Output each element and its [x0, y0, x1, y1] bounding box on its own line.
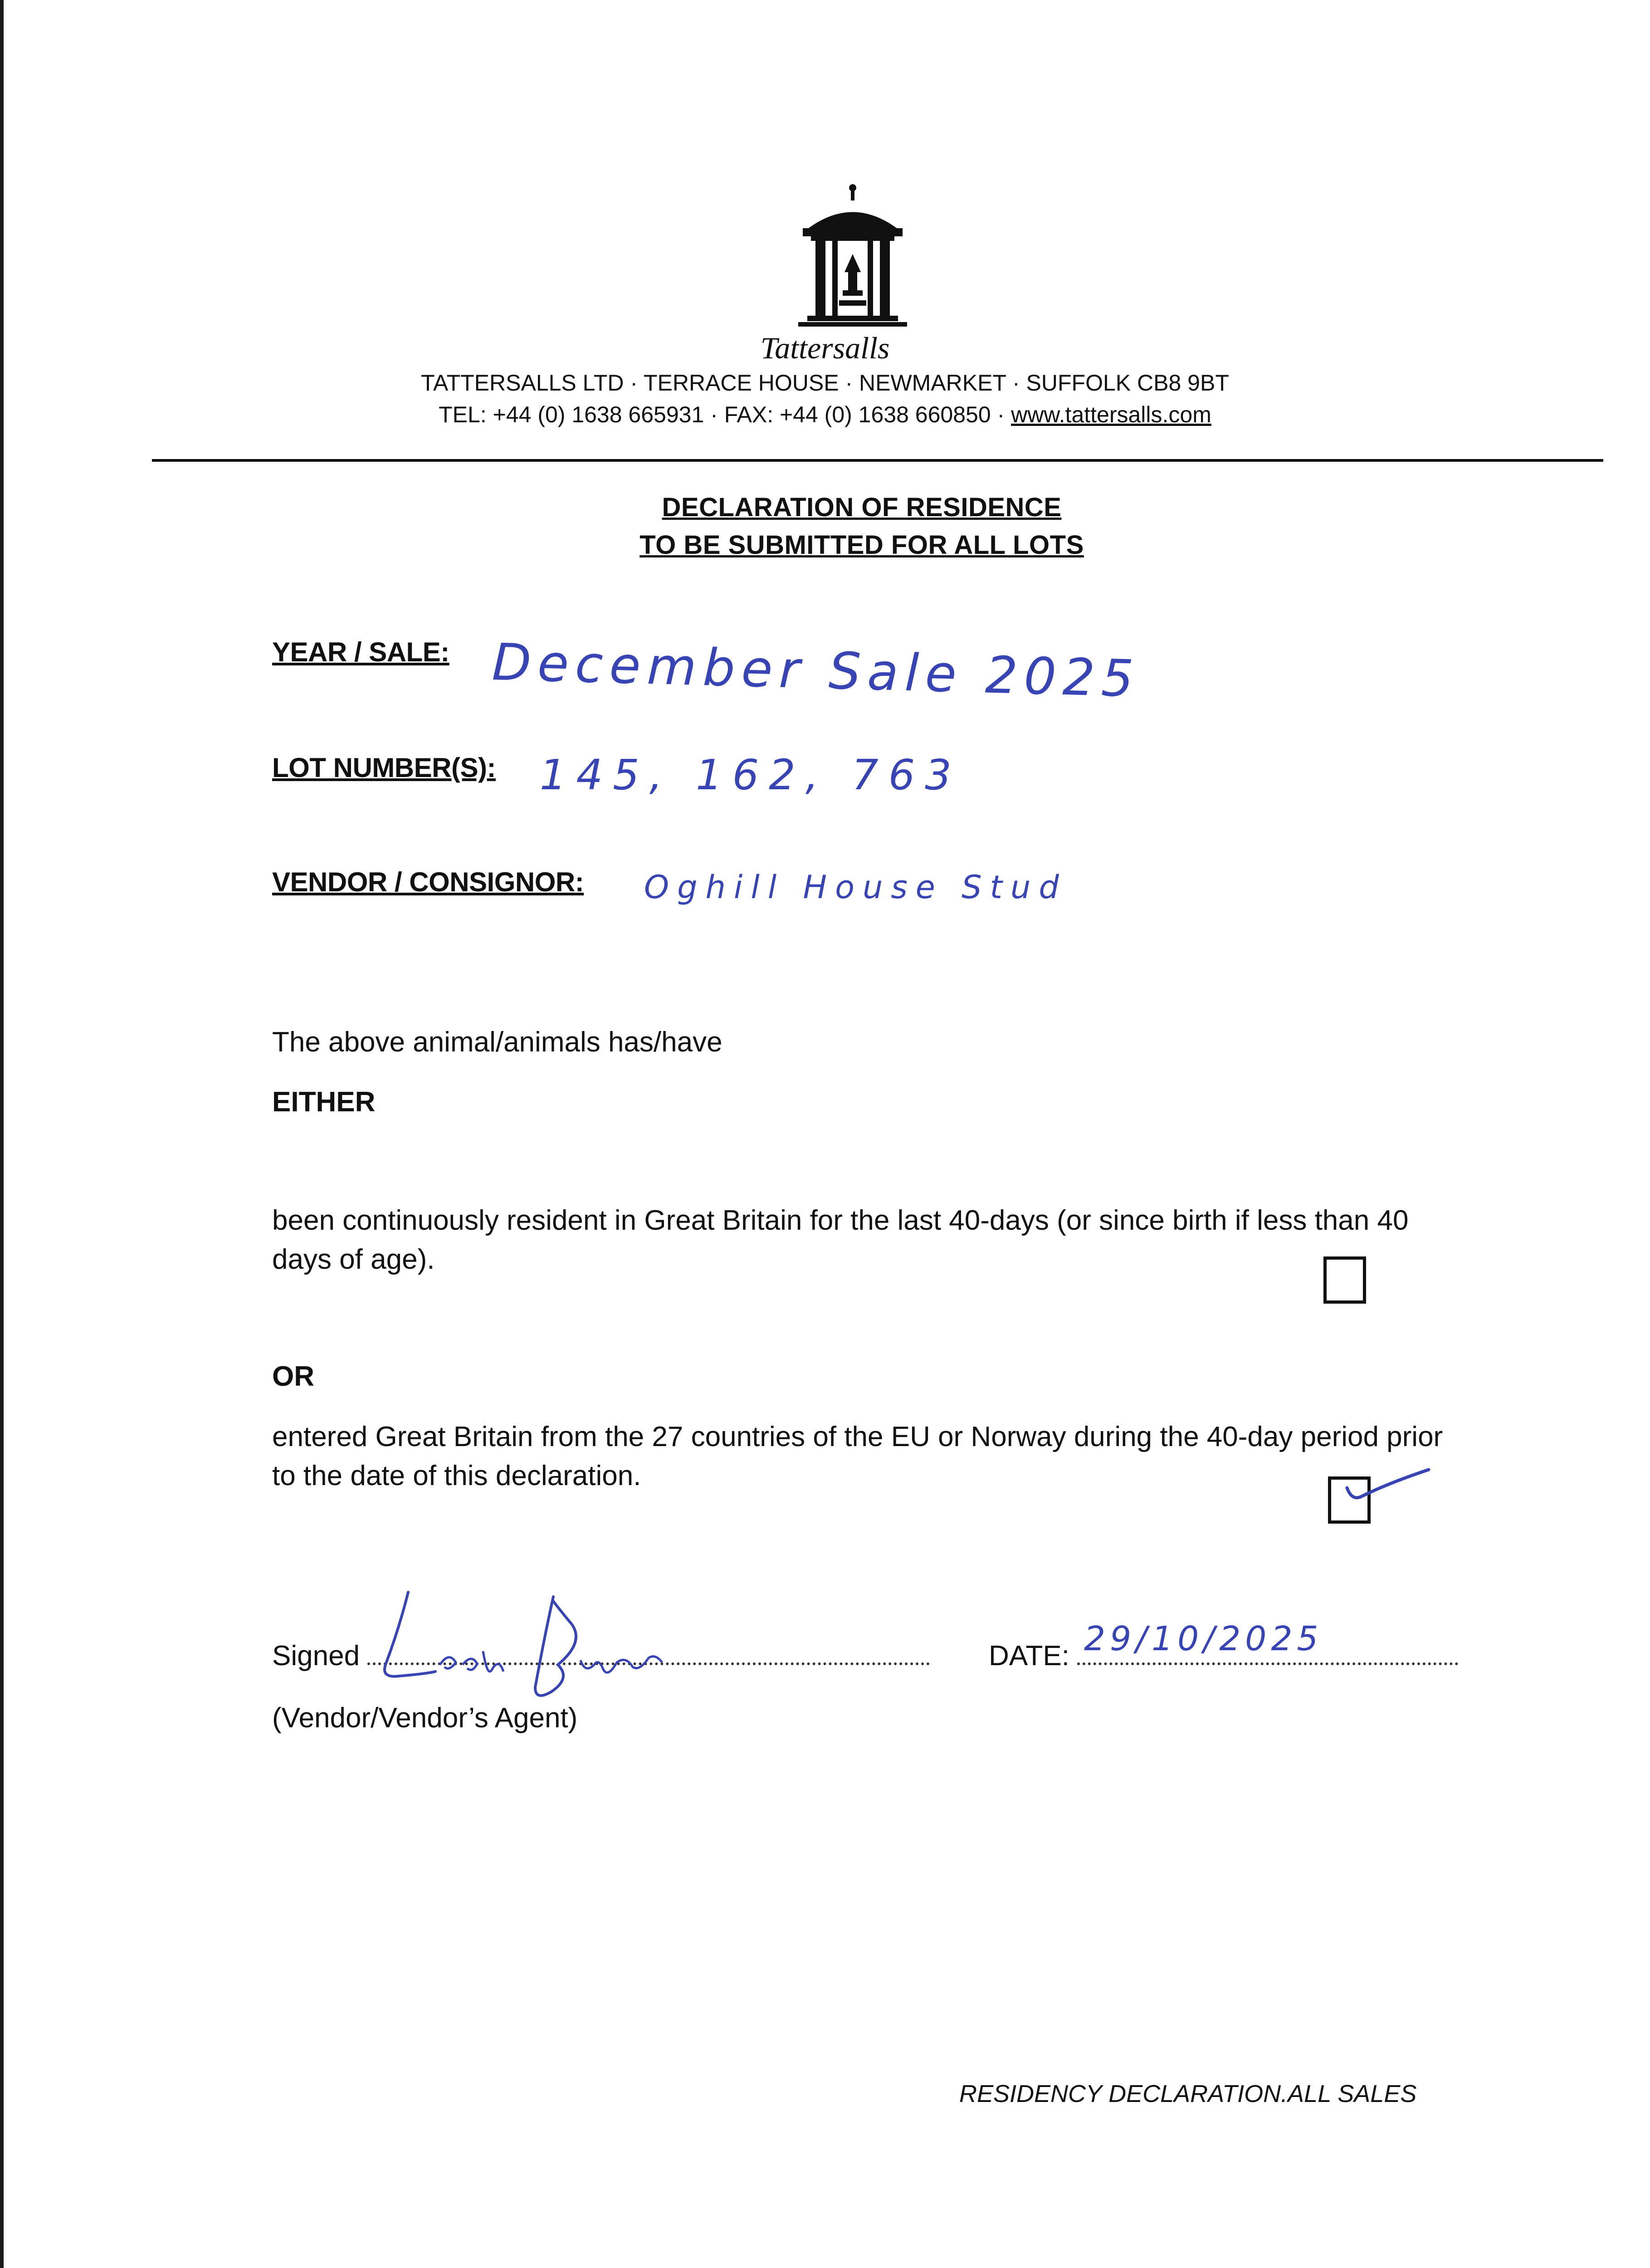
or-heading: OR [272, 1361, 314, 1392]
website-link[interactable]: www.tattersalls.com [1011, 402, 1211, 427]
signature-image[interactable] [372, 1574, 689, 1706]
document-subtitle: TO BE SUBMITTED FOR ALL LOTS [639, 530, 1084, 560]
company-contact [0, 401, 1650, 428]
option1-checkbox[interactable] [1323, 1256, 1366, 1304]
footer-text: RESIDENCY DECLARATION.ALL SALES [959, 2080, 1417, 2107]
lot-numbers-value[interactable]: 145, 162, 763 [540, 751, 962, 799]
intro-text: The above animal/animals has/have [272, 1026, 722, 1058]
signed-label: Signed [272, 1640, 360, 1672]
year-sale-value[interactable]: December Sale 2025 [491, 633, 1141, 709]
brand-name: Tattersalls [760, 331, 890, 365]
option1-text: been continuously resident in Great Britain for the last 40-days (or since birth if less than 40 days of age). [272, 1205, 1409, 1275]
date-dotted-line [1077, 1658, 1458, 1665]
year-sale-label: YEAR / SALE: [272, 637, 449, 667]
tattersalls-logo [789, 181, 916, 331]
date-label: DATE: [989, 1640, 1069, 1672]
vendor-agent-label: (Vendor/Vendor’s Agent) [272, 1702, 578, 1734]
option2-text: entered Great Britain from the 27 countries of the EU or Norway during the 40-day period prior to the date of this declaration. [272, 1421, 1443, 1491]
date-value[interactable]: 29/10/2025 [1084, 1619, 1323, 1658]
lot-numbers-label: LOT NUMBER(S): [272, 753, 496, 783]
vendor-label: VENDOR / CONSIGNOR: [272, 867, 584, 897]
either-heading: EITHER [272, 1086, 376, 1118]
company-address: TATTERSALLS LTD · TERRACE HOUSE · NEWMARKET · SUFFOLK CB8 9BT [421, 370, 1229, 396]
contact-phone-fax: TEL: +44 (0) 1638 665931 · FAX: +44 (0) 1638 660850 · [439, 402, 1011, 427]
header-divider [152, 459, 1603, 462]
vendor-value[interactable]: Oghill House Stud [644, 869, 1067, 906]
check-mark-icon [1333, 1452, 1442, 1520]
document-title: DECLARATION OF RESIDENCE [662, 493, 1062, 522]
